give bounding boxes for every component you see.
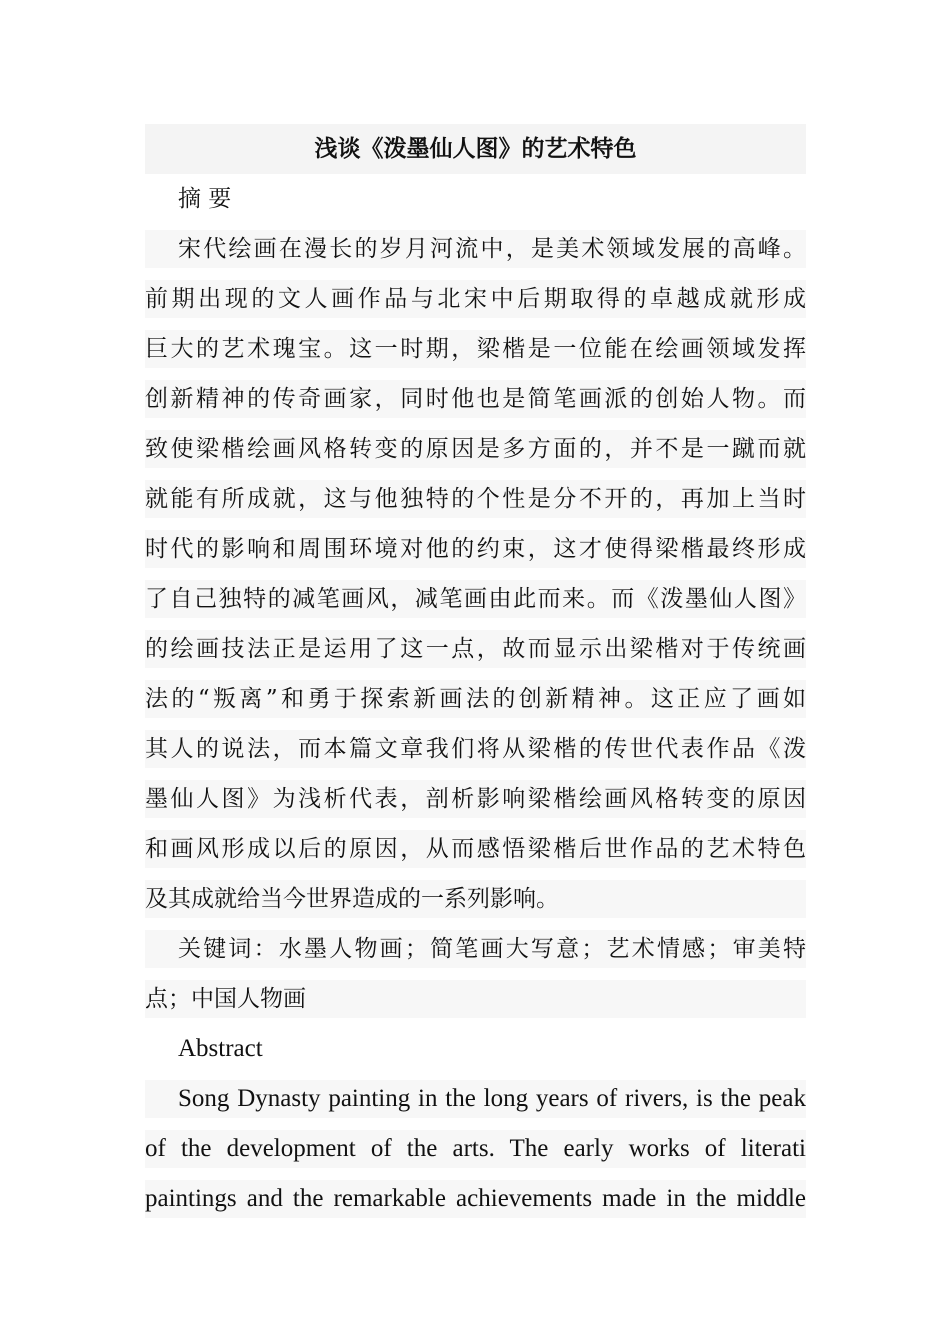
paragraph-line: 致使梁楷绘画风格转变的原因是多方面的，并不是一蹴而就 bbox=[145, 424, 806, 474]
paragraph-line: 法的“叛离”和勇于探索新画法的创新精神。这正应了画如 bbox=[145, 674, 806, 724]
paragraph-line: paintings and the remarkable achievements made in the middle bbox=[145, 1174, 806, 1224]
document-page bbox=[145, 124, 806, 1224]
paragraph-line: 前期出现的文人画作品与北宋中后期取得的卓越成就形成 bbox=[145, 274, 806, 324]
keywords-paragraph bbox=[145, 924, 806, 1024]
keywords-line: 关键词：水墨人物画；简笔画大写意；艺术情感；审美特 bbox=[145, 924, 806, 974]
paragraph-line: 及其成就给当今世界造成的一系列影响。 bbox=[145, 874, 806, 924]
paragraph-line: 和画风形成以后的原因，从而感悟梁楷后世作品的艺术特色 bbox=[145, 824, 806, 874]
paragraph-line: 其人的说法，而本篇文章我们将从梁楷的传世代表作品《泼 bbox=[145, 724, 806, 774]
abstract-heading: 摘 要 bbox=[178, 186, 232, 212]
paragraph-line: 的绘画技法正是运用了这一点，故而显示出梁楷对于传统画 bbox=[145, 624, 806, 674]
document-title: 浅谈《泼墨仙人图》的艺术特色 bbox=[145, 124, 806, 174]
paragraph-line: 就能有所成就，这与他独特的个性是分不开的，再加上当时 bbox=[145, 474, 806, 524]
abstract-en-paragraph bbox=[145, 1074, 806, 1224]
paragraph-line: Song Dynasty painting in the long years of rivers, is the peak bbox=[145, 1074, 806, 1124]
paragraph-line: 巨大的艺术瑰宝。这一时期，梁楷是一位能在绘画领域发挥 bbox=[145, 324, 806, 374]
abstract-en-heading: Abstract bbox=[178, 1035, 263, 1062]
paragraph-line: 了自己独特的减笔画风，减笔画由此而来。而《泼墨仙人图》 bbox=[145, 574, 806, 624]
paragraph-line: 宋代绘画在漫长的岁月河流中，是美术领域发展的高峰。 bbox=[145, 224, 806, 274]
paragraph-line: 创新精神的传奇画家，同时他也是简笔画派的创始人物。而 bbox=[145, 374, 806, 424]
paragraph-line: 时代的影响和周围环境对他的约束，这才使得梁楷最终形成 bbox=[145, 524, 806, 574]
paragraph-line: of the development of the arts. The early works of literati bbox=[145, 1124, 806, 1174]
keywords-line: 点；中国人物画 bbox=[145, 974, 806, 1024]
paragraph-line: 墨仙人图》为浅析代表，剖析影响梁楷绘画风格转变的原因 bbox=[145, 774, 806, 824]
abstract-paragraph bbox=[145, 224, 806, 924]
